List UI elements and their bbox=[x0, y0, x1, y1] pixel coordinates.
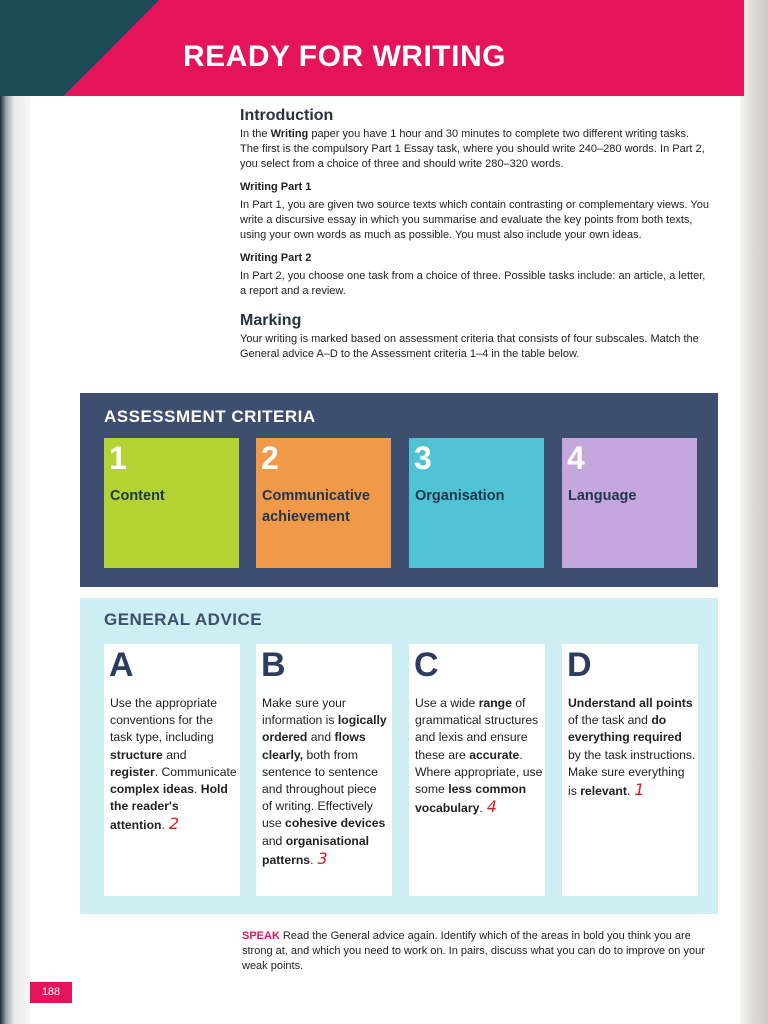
advice-text-segment: complex ideas bbox=[110, 782, 194, 797]
advice-card-a bbox=[104, 644, 240, 896]
advice-letter: C bbox=[414, 646, 439, 684]
general-advice-title: GENERAL ADVICE bbox=[104, 610, 263, 629]
advice-text bbox=[262, 695, 390, 869]
advice-text-segment: . bbox=[310, 852, 314, 867]
advice-text-segment: Use the appropriate conventions for the task type, including bbox=[110, 696, 218, 745]
advice-text-segment: Make sure your information is bbox=[262, 696, 346, 728]
handwritten-answer: 3 bbox=[317, 848, 328, 868]
handwritten-answer: 4 bbox=[486, 797, 497, 817]
criteria-card-organisation bbox=[409, 438, 544, 568]
marking-heading: Marking bbox=[240, 312, 302, 329]
criteria-card-content bbox=[104, 438, 239, 568]
page-title: READY FOR WRITING bbox=[183, 40, 506, 73]
criteria-label: Content bbox=[110, 488, 165, 504]
advice-text-segment: range bbox=[478, 696, 512, 710]
advice-text-segment: Understand all points bbox=[568, 696, 693, 710]
advice-text-segment: register bbox=[110, 764, 155, 779]
speak-label: SPEAK bbox=[242, 930, 280, 942]
criteria-number: 1 bbox=[109, 440, 127, 476]
criteria-card-language bbox=[562, 438, 697, 568]
criteria-number: 3 bbox=[414, 440, 432, 476]
advice-text-segment: relevant bbox=[580, 784, 627, 799]
criteria-card-communicative-achievement bbox=[256, 438, 391, 568]
advice-text-segment: and bbox=[307, 730, 335, 745]
advice-text-segment: of the task and bbox=[568, 713, 652, 728]
advice-text-segment: by the task instructions. Make sure everything is bbox=[568, 747, 696, 799]
criteria-label: Communicative achievement bbox=[262, 488, 370, 525]
advice-letter: D bbox=[567, 646, 592, 684]
advice-letter: B bbox=[261, 646, 286, 684]
advice-card-d bbox=[562, 644, 698, 896]
page-number: 188 bbox=[30, 982, 72, 1003]
advice-text bbox=[415, 695, 543, 817]
advice-text bbox=[568, 695, 696, 800]
advice-text-segment: structure bbox=[110, 747, 163, 762]
page-binding-left bbox=[0, 0, 30, 1024]
advice-text bbox=[110, 695, 238, 835]
advice-text-segment: . bbox=[626, 784, 631, 799]
advice-text-segment: . Communicate bbox=[154, 764, 237, 779]
assessment-criteria-title: ASSESSMENT CRITERIA bbox=[104, 407, 316, 426]
intro-paragraph: In the Writing paper you have 1 hour and 30 minutes to complete two different writing tasks. The first is the compulsory Part 1 Essay task, where you should write 240–280 words. In Part 2, you select from a choice of three and should write 280–320 words. bbox=[240, 128, 705, 170]
advice-text-segment: . bbox=[194, 782, 201, 797]
criteria-number: 4 bbox=[567, 440, 585, 476]
handwritten-answer: 2 bbox=[168, 814, 180, 834]
writing-part1-heading: Writing Part 1 bbox=[240, 181, 312, 193]
handwritten-answer: 1 bbox=[634, 780, 645, 800]
advice-text-segment: . bbox=[161, 818, 165, 833]
advice-text-segment: less common vocabulary bbox=[415, 782, 527, 816]
advice-text-segment: Hold the reader's attention bbox=[110, 782, 228, 833]
advice-letter: A bbox=[109, 646, 134, 684]
marking-text: Your writing is marked based on assessment criteria that consists of four subscales. Match the General advice A–D to the Assessment criteria 1–4 in the table below. bbox=[240, 333, 699, 360]
advice-text-segment: of grammatical structures and lexis and ensure these are bbox=[415, 696, 539, 762]
assessment-criteria-panel bbox=[80, 393, 718, 587]
advice-card-b bbox=[256, 644, 392, 896]
advice-text-segment: do everything required bbox=[568, 713, 682, 745]
writing-part2-heading: Writing Part 2 bbox=[240, 252, 312, 264]
page-edge-right bbox=[740, 0, 768, 1024]
advice-text-segment: logically ordered bbox=[262, 713, 387, 745]
advice-text-segment: both from sentence to sentence and throughout piece of writing. Effectively use bbox=[262, 747, 378, 831]
writing-part1-text: In Part 1, you are given two source texts which contain contrasting or complementary views. You write a discursive essay in which you summarise and evaluate the key points from both texts, using your own words as much as possible. You must also include your own ideas. bbox=[240, 199, 709, 241]
advice-text-segment: organisational patterns bbox=[262, 833, 370, 867]
advice-text-segment: Use a wide bbox=[415, 696, 479, 710]
advice-text-segment: accurate bbox=[469, 747, 520, 762]
general-advice-panel bbox=[80, 598, 718, 914]
advice-text-segment: and bbox=[262, 833, 286, 848]
speak-instruction bbox=[242, 929, 712, 974]
intro-heading: Introduction bbox=[240, 107, 334, 124]
criteria-label: Organisation bbox=[415, 488, 505, 504]
criteria-number: 2 bbox=[261, 440, 279, 476]
advice-text-segment: cohesive devices bbox=[285, 816, 386, 831]
advice-text-segment: . Where appropriate, use some bbox=[415, 747, 543, 797]
advice-text-segment: flows clearly, bbox=[262, 730, 366, 762]
intro-section bbox=[240, 108, 710, 362]
advice-text-segment: and bbox=[162, 747, 187, 762]
speak-text: Read the General advice again. Identify which of the areas in bold you think you are strong at, and which you need to work on. In pairs, discuss what you can do to improve on your weak points. bbox=[242, 930, 705, 972]
advice-text-segment: . bbox=[479, 801, 483, 816]
writing-part2-text: In Part 2, you choose one task from a choice of three. Possible tasks include: an article, a letter, a report and a review. bbox=[240, 270, 706, 297]
advice-card-c bbox=[409, 644, 545, 896]
criteria-label: Language bbox=[568, 488, 637, 504]
